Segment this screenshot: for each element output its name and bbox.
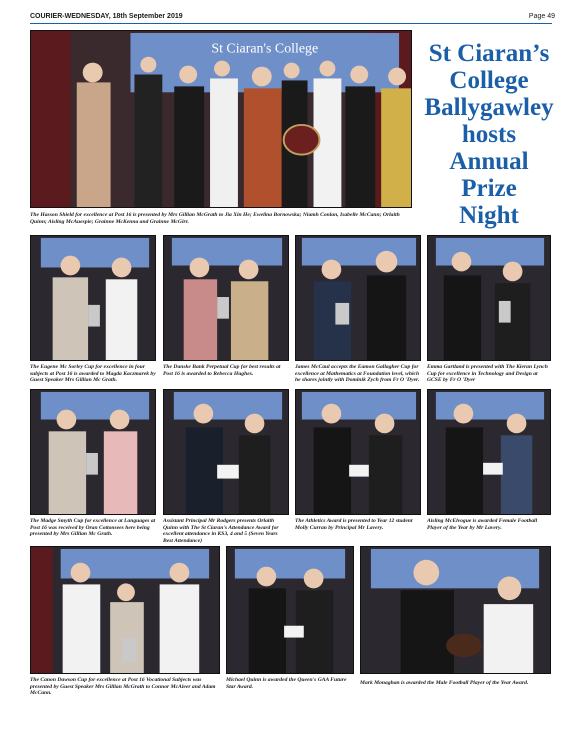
caption-r1c1: The Eugene Mc Sorley Cup for excellence in four subjects at Post 16 is awarded to Magda Kaczmarek by Guest Speaker Mrs Gillian Mc Grath. [30, 364, 156, 384]
headline-line: College [449, 67, 529, 94]
main-group-photo [30, 30, 412, 208]
caption-r3c2: Michael Quinn is awarded the Queen's GAA Future Star Award. [226, 677, 347, 690]
headline-line: Ballygawley [424, 94, 554, 121]
photo-r3c1 [30, 546, 220, 674]
photo-r1c2 [163, 235, 289, 361]
page-number: Page 49 [528, 13, 555, 20]
photo-r1c1 [30, 235, 156, 361]
caption-r1c2: The Danske Bank Perpetual Cup for best results at Post 16 is awarded to Rebecca Hughes. [163, 364, 281, 377]
headline-line: Annual [449, 148, 529, 175]
headline-line: Night [459, 202, 519, 229]
main-banner-text: St Ciaran's College [211, 41, 319, 57]
photo-r2c2 [163, 389, 289, 515]
photo-r2c4 [427, 389, 551, 515]
masthead-date: COURIER-WEDNESDAY, 18th September 2019 [30, 13, 183, 20]
caption-r1c3: James McCaul accepts the Eamon Gallagher Cup for excellence at Mathematics at Foundation level, which he shares jointly with Dominik Zych from Fr O 'Dyer. [295, 364, 420, 384]
masthead [30, 11, 555, 23]
caption-r3c1: The Canon Dawson Cup for excellence at Post 16 Vocational Subjects was presented by Guest Speaker Mrs Gillian McGrath to Connor McAleer and Adam McCann. [30, 677, 216, 697]
caption-r2c3: The Athletics Award is presented to Year 12 student Molly Curran by Principal Mr Lavery. [295, 518, 413, 531]
photo-r1c4 [427, 235, 551, 361]
masthead-rule [30, 23, 552, 24]
headline-line: St Ciaran’s [428, 40, 550, 67]
headline-line: Prize [461, 175, 517, 202]
caption-r3c3: Mark Monaghan is awarded the Male Football Player of the Year Award. [360, 680, 529, 686]
caption-r1c4: Emma Gartland is presented with The Kieran Lynch Cup for excellence in Technology and Design at GCSE by Fr O 'Dyer [427, 364, 548, 384]
caption-main: The Hasson Shield for excellence at Post 16 is presented by Mrs Gillian McGrath to Jia Xin He; Ewelina Bornowska; Niamh Conlan, Isabelle McCann; Orlaith Quinn; Aisling McAuespie; Grainne McKenna and Grainne McGirr. [30, 212, 400, 225]
photo-r2c3 [295, 389, 421, 515]
photo-r2c1 [30, 389, 156, 515]
photo-r3c2 [226, 546, 354, 674]
caption-r2c1: The Madge Smyth Cup for excellence at Languages at Post 16 was received by Oran Cottonsees here being presented by Mrs Gillian Mc Grath. [30, 518, 156, 538]
caption-r2c2: Assistant Principal Mr Rodgers presents Orlaith Quinn with The St Ciaran's Attendance Award for excellent attendance in KS3, 4 and 5 (Seven Years Best Attendance) [163, 518, 279, 544]
photo-r3c3 [360, 546, 551, 674]
page-headline [414, 40, 564, 229]
headline-line: hosts [461, 121, 517, 148]
photo-r1c3 [295, 235, 421, 361]
caption-r2c4: Aisling McElvogue is awarded Female Football Player of the Year by Mr Lavery. [427, 518, 538, 531]
